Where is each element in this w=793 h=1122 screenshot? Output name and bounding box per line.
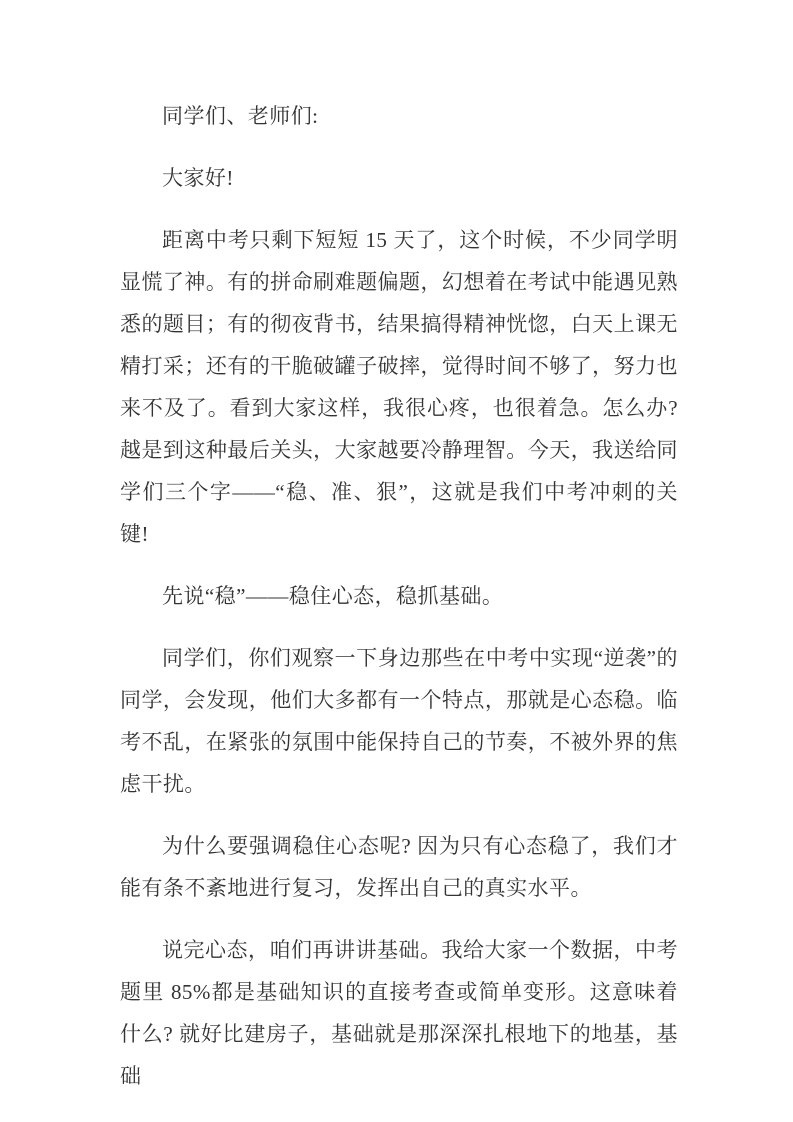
paragraph: 为什么要强调稳住心态呢? 因为只有心态稳了，我们才能有条不紊地进行复习，发挥出自己的真实水平。: [120, 834, 678, 900]
paragraph: 先说“稳”——稳住心态，稳抓基础。: [162, 584, 504, 608]
document-body: [120, 95, 678, 1097]
paragraph: 大家好!: [162, 166, 234, 190]
paragraph: 距离中考只剩下短短 15 天了，这个时候，不少同学明显慌了神。有的拼命刷难题偏题，幻想着在考试中能遇见熟悉的题目；有的彻夜背书，结果搞得精神恍惚，白天上课无精打采；还有的干脆破罐子破摔，觉得时间不够了，努力也来不及了。看到大家这样，我很心疼，也很着急。怎么办? 越是到这种最后关头，大家越要冷静理智。今天，我送给同学们三个字——“稳、准、狠”，这就是我们中考冲刺的关键!: [120, 228, 678, 546]
paragraph: 同学们，你们观察一下身边那些在中考中实现“逆袭”的同学，会发现，他们大多都有一个特点，那就是心态稳。临考不乱，在紧张的氛围中能保持自己的节奏，不被外界的焦虑干扰。: [120, 646, 678, 796]
paragraph: 说完心态，咱们再讲讲基础。我给大家一个数据，中考题里 85%都是基础知识的直接考查或简单变形。这意味着什么? 就好比建房子，基础就是那深深扎根地下的地基，基础: [120, 938, 678, 1088]
paragraph: 同学们、老师们:: [162, 104, 319, 128]
